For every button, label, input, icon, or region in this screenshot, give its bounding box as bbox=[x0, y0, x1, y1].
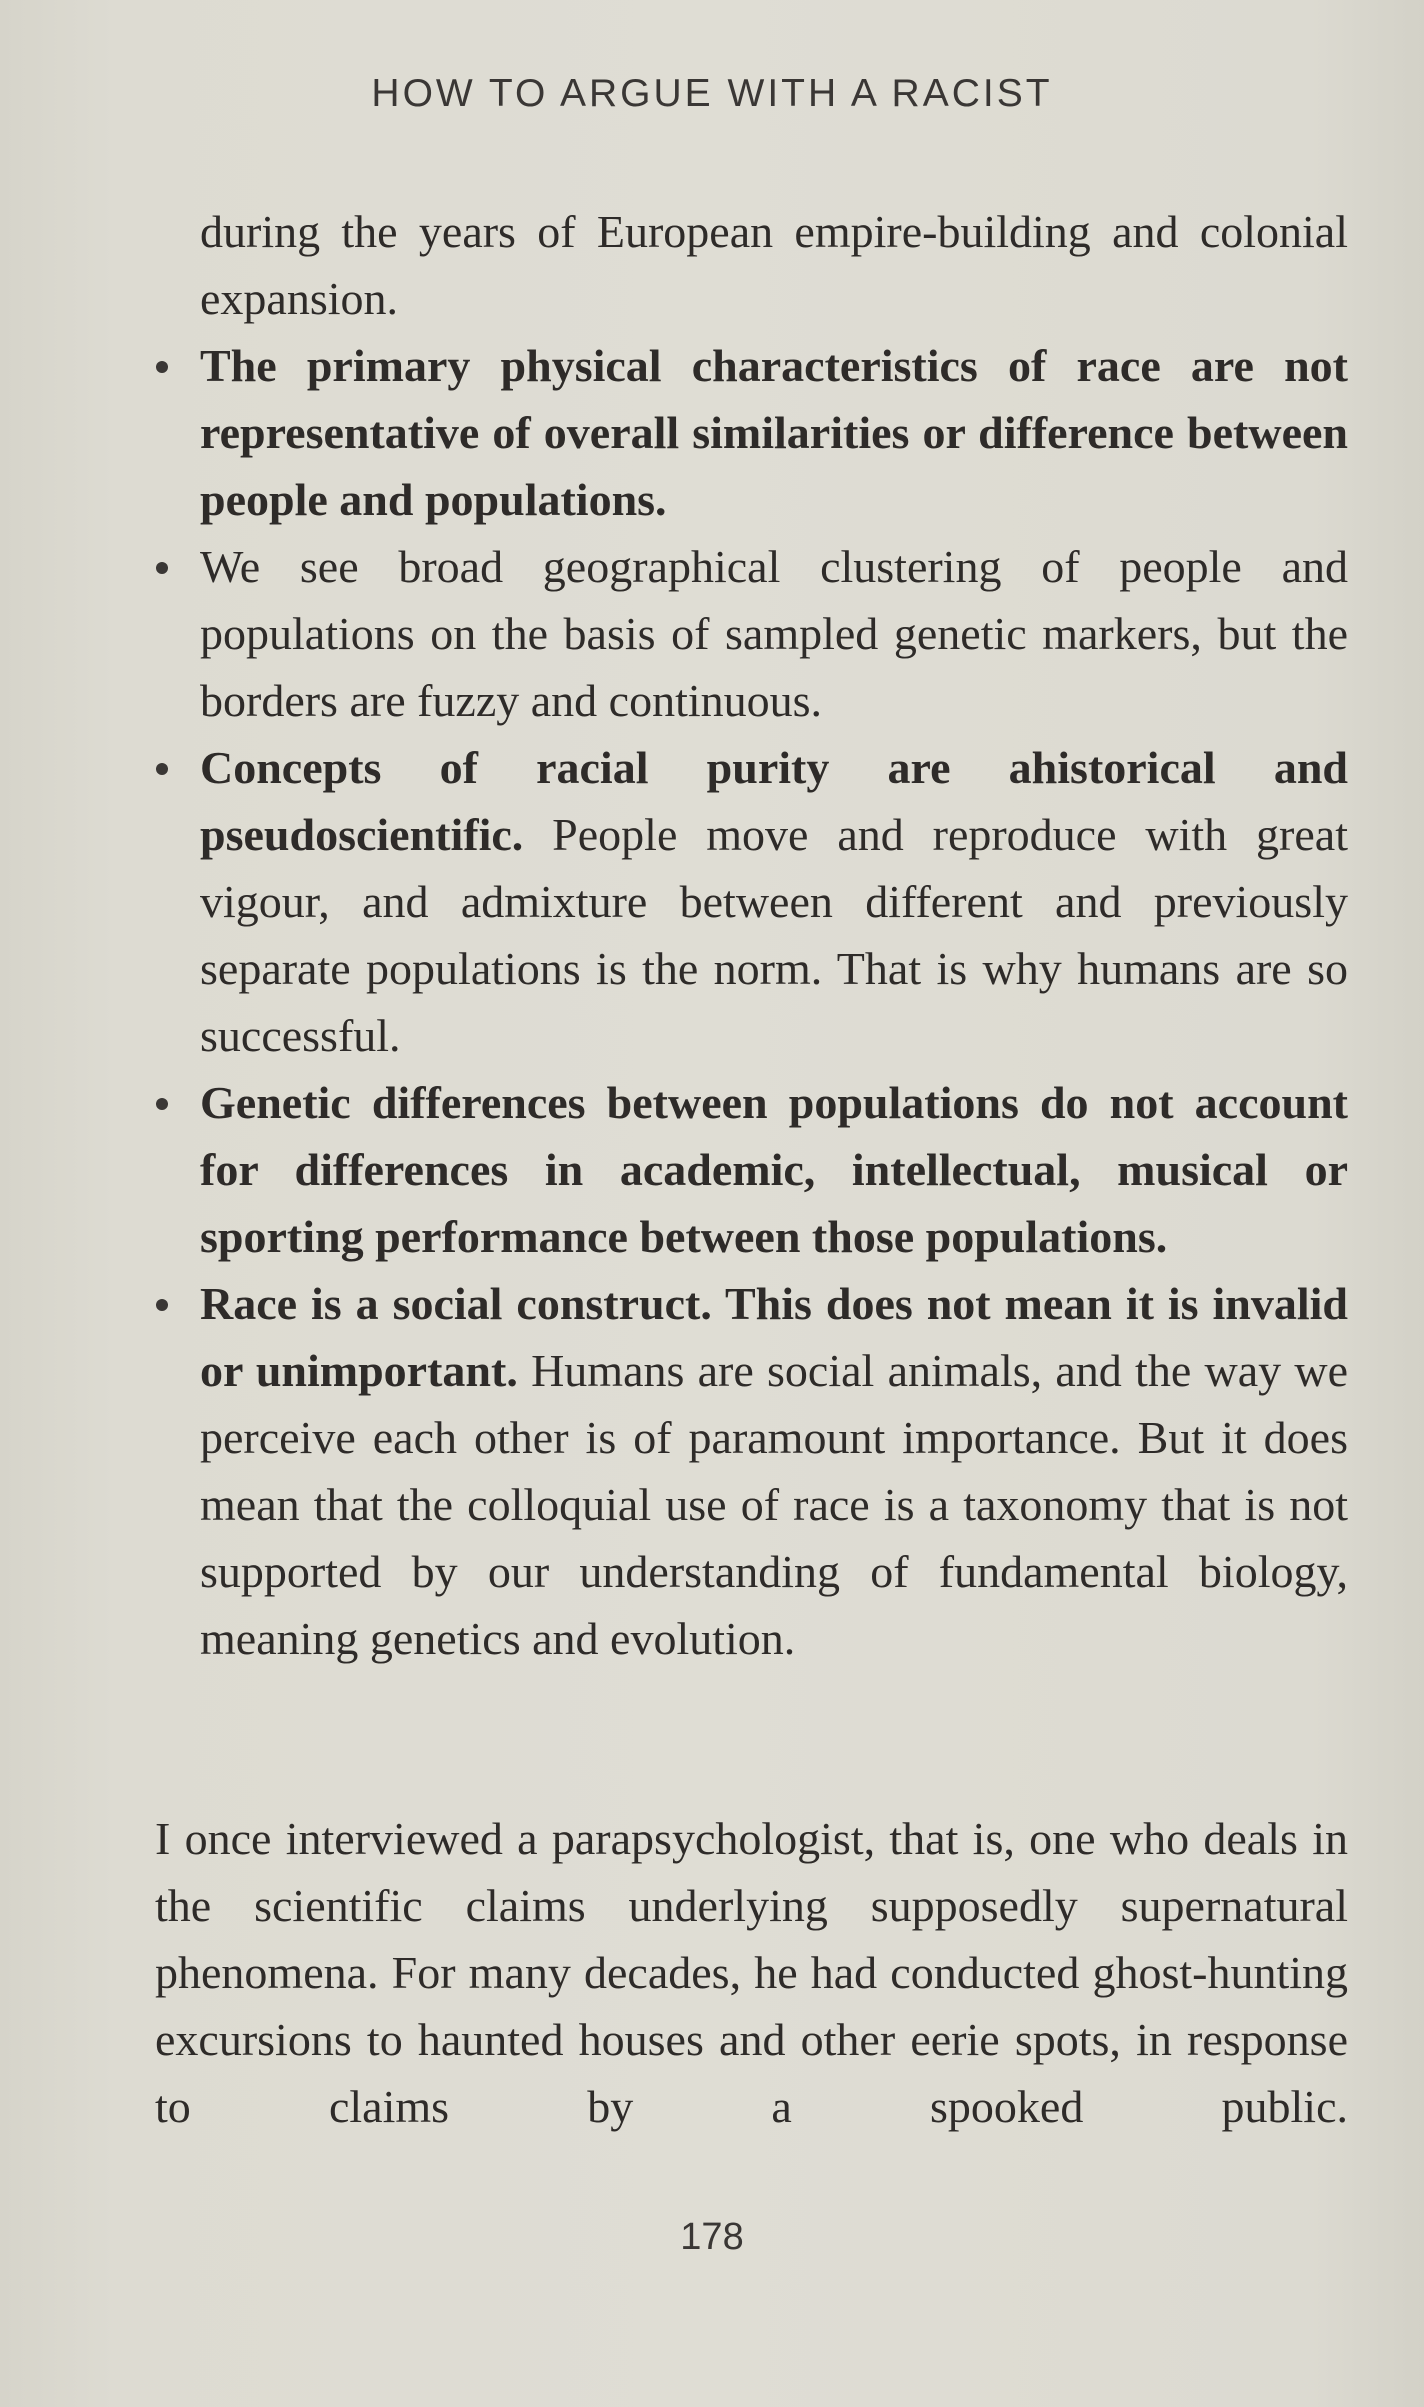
running-head: HOW TO ARGUE WITH A RACIST bbox=[371, 72, 1053, 115]
list-item bbox=[152, 1270, 1348, 1672]
bullet-text: Humans are social animals, and the way we perceive each other is of paramount importance. But it does mean that the colloquial use of race is a taxonomy that is not supported by our understanding of fundamental biology, meaning genetics and evolution. bbox=[200, 1345, 1349, 1664]
body-paragraph: I once interviewed a parapsychologist, that is, one who deals in the scientific claims underlying supposedly supernatural phenomena. For many decades, he had conducted ghost-hunting excursions to haunted houses and other eerie spots, in response to claims by a spooked public. bbox=[155, 1813, 1348, 2132]
bullet-text: People move and reproduce with great vigour, and admixture between different and previously separate populations is the norm. That is why humans are so successful. bbox=[200, 809, 1348, 1061]
bullet-icon bbox=[156, 562, 168, 574]
list-item bbox=[152, 734, 1348, 1069]
bullet-bold-text: Concepts of racial purity are ahistorical and pseudoscientific. bbox=[200, 742, 1348, 860]
bullet-list bbox=[152, 332, 1348, 1672]
page-number: 178 bbox=[680, 2216, 744, 2258]
bullet-bold-text: Race is a social construct. This does not mean it is invalid or unimportant. bbox=[200, 1278, 1348, 1396]
list-item bbox=[152, 332, 1348, 533]
bullet-text: We see broad geographical clustering of people and populations on the basis of sampled genetic markers, but the borders are fuzzy and continuous. bbox=[200, 541, 1348, 726]
bullet-icon bbox=[156, 763, 168, 775]
list-item bbox=[152, 1069, 1348, 1270]
bullet-icon bbox=[156, 1098, 168, 1110]
bullet-bold-text: Genetic differences between populations do not account for differences in academic, intellectual, musical or sporting performance between those populations. bbox=[200, 1077, 1348, 1262]
continued-text: during the years of European empire-building and colonial expansion. bbox=[200, 206, 1348, 324]
list-item bbox=[152, 533, 1348, 734]
bullet-icon bbox=[156, 361, 168, 373]
bullet-icon bbox=[156, 1299, 168, 1311]
bullet-bold-text: The primary physical characteristics of race are not representative of overall similarities or difference between people and populations. bbox=[200, 340, 1348, 525]
